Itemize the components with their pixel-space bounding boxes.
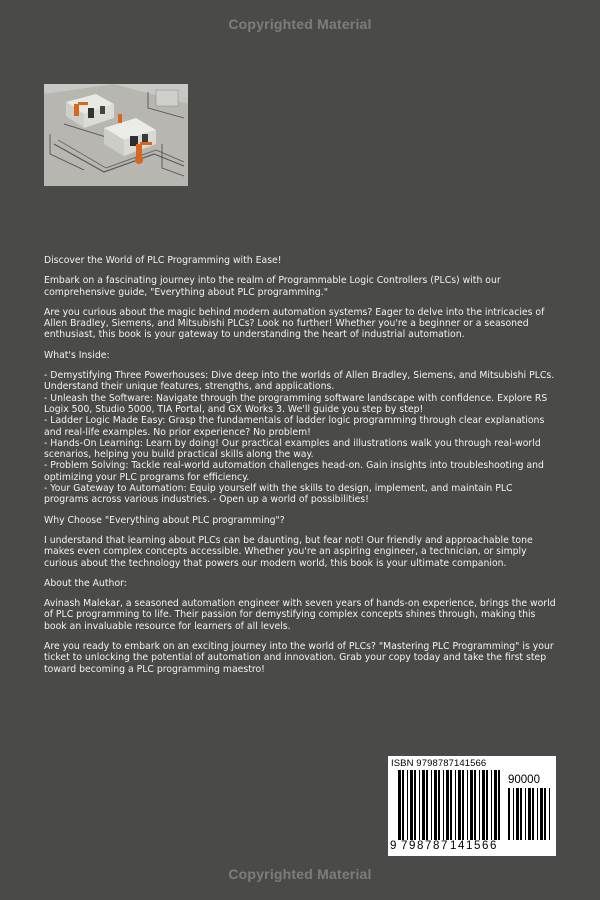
barcode-bar <box>532 788 534 840</box>
barcode-bar <box>479 770 480 840</box>
watermark-top: Copyrighted Material <box>228 16 372 32</box>
price-code: 90000 <box>508 774 540 786</box>
blurb-question: Are you curious about the magic behind modern automation systems? Eager to delve into the intricacies of Allen Bradley, Siemens, and Mitsubishi PLCs? Look no further! Whether you're a beginner or a seasoned enthusiast, this book is your gateway to understanding the heart of industrial automation. <box>44 306 545 341</box>
digit-group-2: 141566 <box>450 840 498 852</box>
barcode-bar <box>443 770 444 840</box>
watermark-bottom: Copyrighted Material <box>228 866 372 882</box>
barcode-bar <box>402 770 404 840</box>
barcode-bar <box>491 770 492 840</box>
barcode-bars <box>398 770 500 840</box>
price-barcode-bars <box>508 788 550 840</box>
why-text: I understand that learning about PLCs can be daunting, but fear not! Our friendly and approachable tone makes even complex concepts accessible. Whether you're an aspiring engineer, a technician, or simply curious about the technology that powers our modern world, this book is your ultimate companion. <box>44 534 533 569</box>
factory-illustration <box>44 84 188 186</box>
barcode-bar <box>486 770 488 840</box>
isbn-barcode-box <box>388 756 556 856</box>
author-text: Avinash Malekar, a seasoned automation engineer with seven years of hands-on experience, brings the world of PLC programming to life. Their passion for demystifying complex concepts shines through, making this book an invaluable resource for learners of all levels. <box>44 598 556 632</box>
barcode-bar <box>458 770 461 840</box>
inside-heading: What's Inside: <box>44 349 110 361</box>
barcode-bar <box>398 770 401 840</box>
author-heading: About the Author: <box>44 577 127 589</box>
isbn-label: ISBN 9798787141566 <box>391 758 487 769</box>
barcode-bar <box>407 770 408 840</box>
barcode-bar <box>528 788 531 840</box>
barcode-bar <box>414 770 416 840</box>
barcode-bar <box>422 770 425 840</box>
factory-scene <box>44 84 188 186</box>
barcode-bar <box>467 770 468 840</box>
blurb-heading: Discover the World of PLC Programming with Ease! <box>44 255 282 266</box>
barcode-bar <box>525 788 526 840</box>
digit-group-1: 798787 <box>401 840 449 852</box>
barcode-bar <box>508 788 510 840</box>
list-item: - Demystifying Three Powerhouses: Dive deep into the worlds of Allen Bradley, Siemens, and Mitsubishi PLCs. Understand their unique features, strengths, and applications. <box>44 370 555 393</box>
barcode-bar <box>540 788 543 840</box>
barcode-bar <box>455 770 456 840</box>
barcode-bar <box>494 770 497 840</box>
list-item: - Your Gateway to Automation: Equip yourself with the skills to design, implement, and maintain PLC programs across various industries. - Open up a world of possibilities! <box>44 483 513 506</box>
list-item: - Unleash the Software: Navigate through the programming software landscape with confidence. Explore RS Logix 500, Studio 5000, TIA Portal, and GX Works 3. We'll guide you step by step! <box>44 392 548 415</box>
barcode-bar <box>431 770 432 840</box>
barcode-bar <box>410 770 413 840</box>
list-item: - Ladder Logic Made Easy: Grasp the fundamentals of ladder logic programming through clear explanations and real-life examples. No prior experience? No problem! <box>44 415 545 438</box>
barcode-bar <box>419 770 420 840</box>
barcode-bar <box>462 770 464 840</box>
description-blurb <box>44 255 556 684</box>
barcode-bar <box>549 788 550 840</box>
barcode-bar <box>513 788 514 840</box>
barcode-bar <box>498 770 500 840</box>
barcode-bar <box>470 770 473 840</box>
barcode-bar <box>544 788 546 840</box>
blurb-intro: Embark on a fascinating journey into the realm of Programmable Logic Controllers (PLCs) with our comprehensive guide, "Everything about PLC programming." <box>44 275 501 298</box>
barcode-bar <box>446 770 449 840</box>
why-heading: Why Choose "Everything about PLC programming"? <box>44 514 285 526</box>
barcode-bar <box>434 770 437 840</box>
barcode-bar <box>482 770 485 840</box>
barcode-bar <box>450 770 452 840</box>
barcode-bar <box>438 770 440 840</box>
barcode-bar <box>516 788 519 840</box>
closing-text: Are you ready to embark on an exciting journey into the world of PLCs? "Mastering PLC Programming" is your ticket to unlocking the potential of automation and innovation. Grab your copy today and take the first step toward becoming a PLC programming maestro! <box>44 641 554 675</box>
barcode-bar <box>520 788 522 840</box>
list-item: - Problem Solving: Tackle real-world automation challenges head-on. Gain insights into troubleshooting and optimizing your PLC programs for efficiency. <box>44 460 544 483</box>
inside-list <box>44 370 556 506</box>
barcode-bar <box>426 770 428 840</box>
barcode-bar <box>474 770 476 840</box>
list-item: - Hands-On Learning: Learn by doing! Our practical examples and illustrations walk you through real-world scenarios, helping you build practical skills along the way. <box>44 437 541 461</box>
digit-lead: 9 <box>390 840 397 852</box>
barcode-bar <box>537 788 538 840</box>
